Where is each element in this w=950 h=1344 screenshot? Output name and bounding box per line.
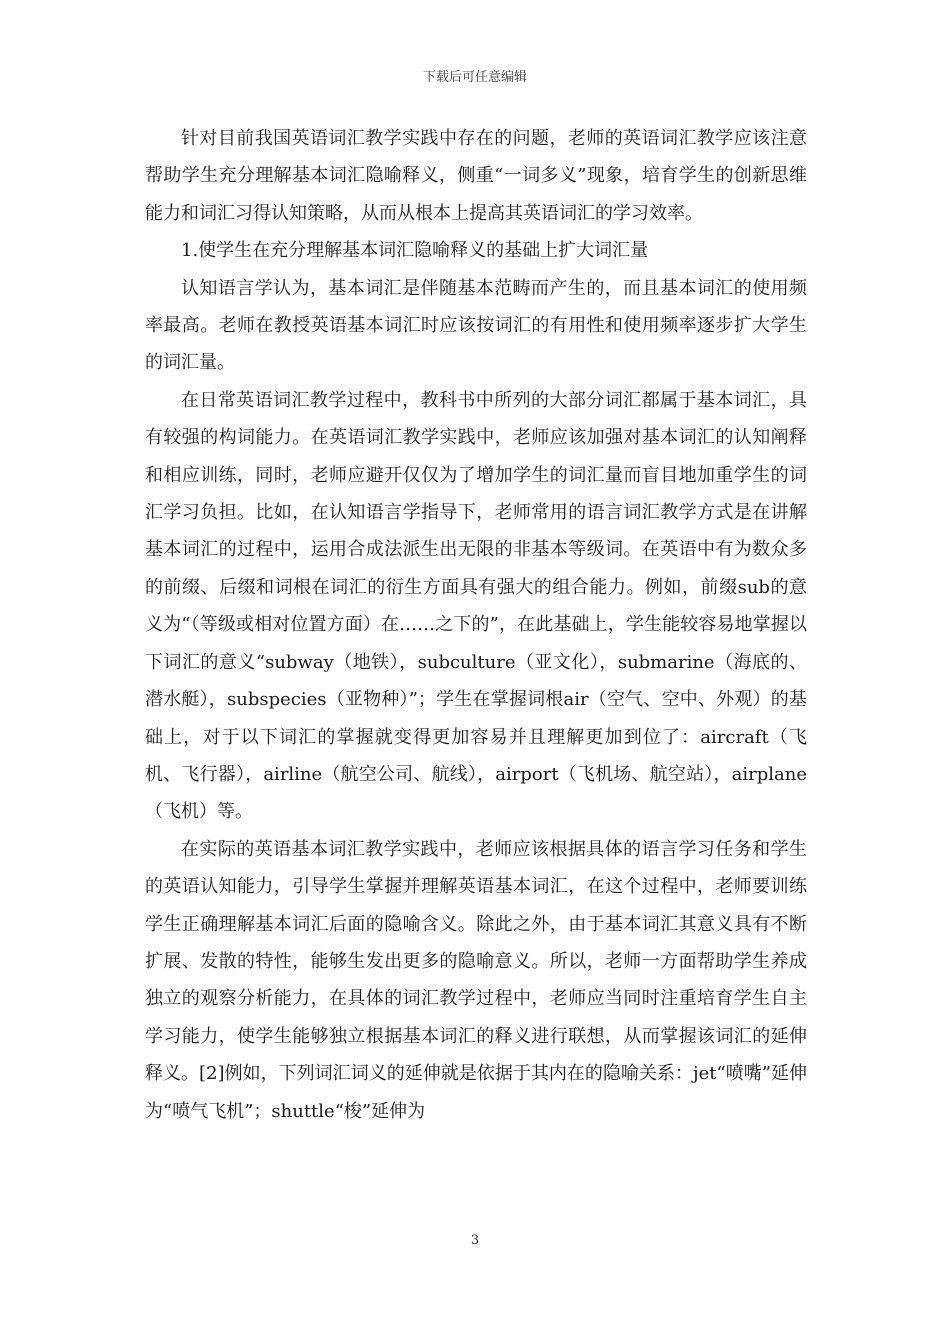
page-number: 3 <box>470 1233 480 1248</box>
document-body <box>145 120 807 1130</box>
section-heading: 1.使学生在充分理解基本词汇隐喻释义的基础上扩大词汇量 <box>181 240 649 262</box>
paragraph-intro: 针对目前我国英语词汇教学实践中存在的问题，老师的英语词汇教学应该注意帮助学生充分理解基本词汇隐喻释义，侧重“一词多义”现象，培育学生的创新思维能力和词汇习得认知策略，从而从根本上提高其英语词汇的学习效率。 <box>145 128 807 224</box>
page-header: 下载后可任意编辑 <box>422 70 527 85</box>
paragraph-practice: 在实际的英语基本词汇教学实践中，老师应该根据具体的语言学习任务和学生的英语认知能力，引导学生掌握并理解英语基本词汇，在这个过程中，老师要训练学生正确理解基本词汇后面的隐喻含义。除此之外，由于基本词汇其意义具有不断扩展、发散的特性，能够生发出更多的隐喻意义。所以，老师一方面帮助学生养成独立的观察分析能力，在具体的词汇教学过程中，老师应当同时注重培育学生自主学习能力，使学生能够独立根据基本词汇的释义进行联想，从而掌握该词汇的延伸释义。[2]例如，下列词汇词义的延伸就是依据于其内在的隐喻关系：jet“喷嘴”延伸为“喷气飞机”；shuttle“梭”延伸为 <box>145 838 807 1122</box>
paragraph-cognitive-linguistics: 认知语言学认为，基本词汇是伴随基本范畴而产生的，而且基本词汇的使用频率最高。老师在教授英语基本词汇时应该按词汇的有用性和使用频率逐步扩大学生的词汇量。 <box>145 277 807 374</box>
paragraph-daily-teaching: 在日常英语词汇教学过程中，教科书中所列的大部分词汇都属于基本词汇，具有较强的构词能力。在英语词汇教学实践中，老师应该加强对基本词汇的认知阐释和相应训练，同时，老师应避开仅仅为了增加学生的词汇量而盲目地加重学生的词汇学习负担。比如，在认知语言学指导下，老师常用的语言词汇教学方式是在讲解基本词汇的过程中，运用合成法派生出无限的非基本等级词。在英语中有为数众多的前缀、后缀和词根在词汇的衍生方面具有强大的组合能力。例如，前缀sub的意义为“（等级或相对位置方面）在……之下的”，在此基础上，学生能较容易地掌握以下词汇的意义“subway（地铁），subculture（亚文化），submarine（海底的、潜水艇），subspecies（亚物种）”；学生在掌握词根air（空气、空中、外观）的基础上，对于以下词汇的掌握就变得更加容易并且理解更加到位了：aircraft（飞机、飞行器），airline（航空公司、航线），airport（飞机场、航空站），airplane（飞机）等。 <box>145 389 807 823</box>
